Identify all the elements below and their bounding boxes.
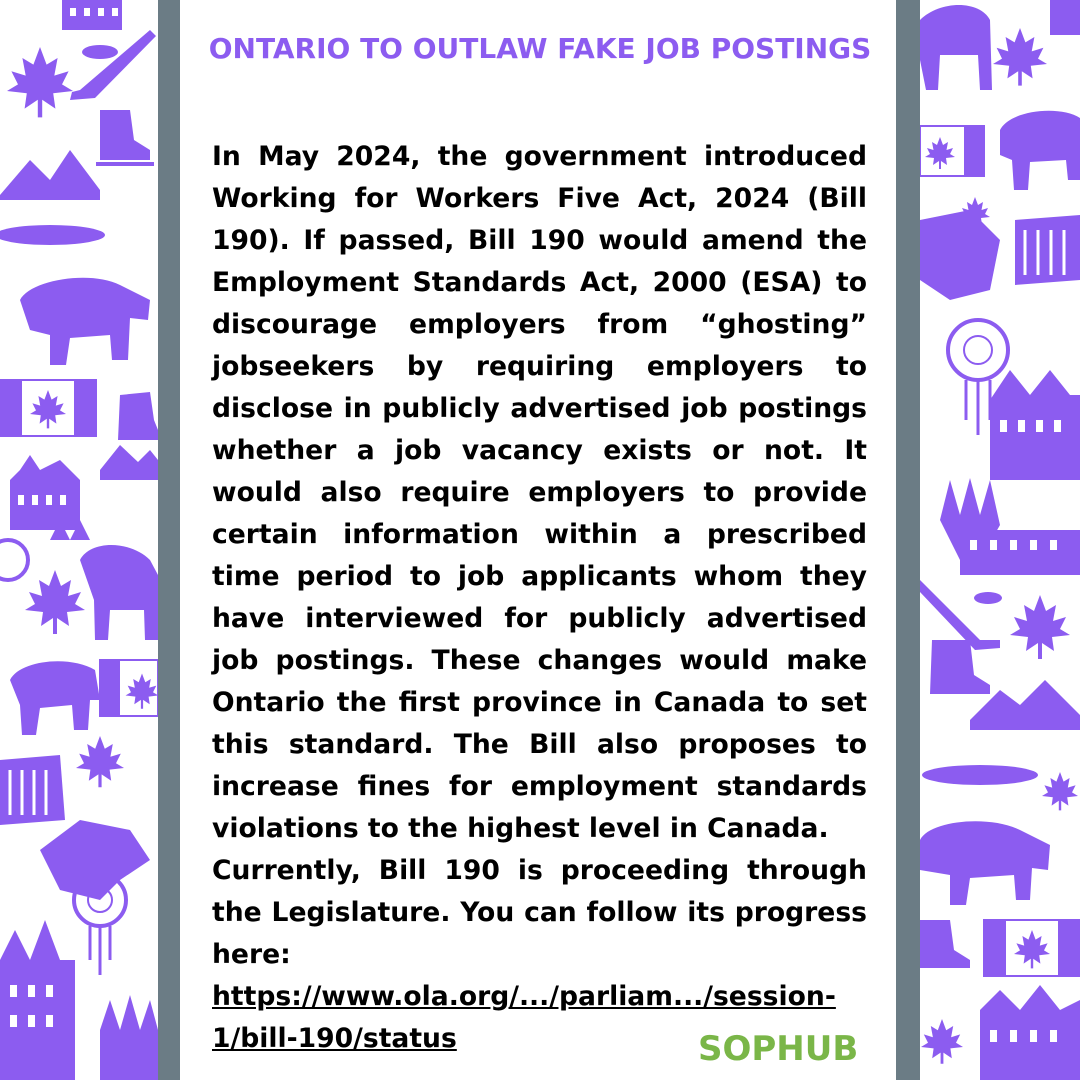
body-paragraph-2: Currently, Bill 190 is proceeding through the Legislature. You can follow its progress here: xyxy=(212,855,867,970)
body-paragraph-1: In May 2024, the government introduced Working for Workers Five Act, 2024 (Bill 190). If passed, Bill 190 would amend the Employment Standards Act, 2000 (ESA) to discourage employers from “ghosting” jobseekers by requiring employers to disclose in publicly advertised job postings whether a job vacancy exists or not. It would also require employers to provide certain information within a prescribed time period to job applicants whom they have interviewed for publicly advertised job postings. These changes would make Ontario the first province in Canada to set this standard. The Bill also proposes to increase fines for employment standards violations to the highest level in Canada. xyxy=(212,141,867,844)
brand-logo-text: SOPHUB xyxy=(698,1029,859,1069)
bill-status-link[interactable]: https://www.ola.org/.../parliam.../session-1/bill-190/status xyxy=(212,981,836,1054)
right-decorative-pattern xyxy=(920,0,1080,1080)
article-body xyxy=(212,136,867,976)
left-decorative-pattern xyxy=(0,0,158,1080)
page-title: ONTARIO TO OUTLAW FAKE JOB POSTINGS xyxy=(208,32,872,65)
